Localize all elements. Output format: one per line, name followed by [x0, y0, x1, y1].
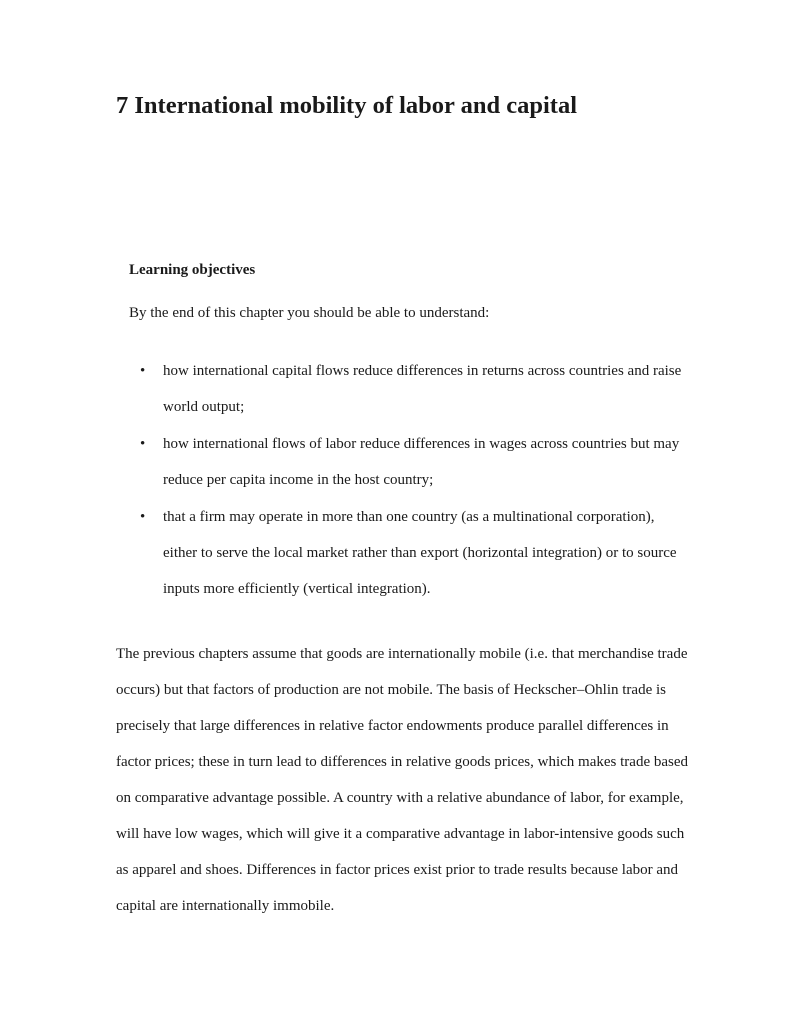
chapter-title: 7 International mobility of labor and capital: [116, 92, 578, 119]
body-paragraph: The previous chapters assume that goods are internationally mobile (i.e. that merchandise trade occurs) but that factors of production are not mobile. The basis of Heckscher–Ohlin trade is precisely that large differences in relative factor endowments produce parallel differences in factor prices; these in turn lead to differences in relative goods prices, which makes trade based on comparative advantage possible. A country with a relative abundance of labor, for example, will have low wages, which will give it a comparative advantage in labor-intensive goods such as apparel and shoes. Differences in factor prices exist prior to trade results because labor and capital are internationally immobile.: [116, 646, 689, 914]
objective-item: [0, 499, 683, 607]
objective-text: that a firm may operate in more than one country (as a multinational corporation), either to serve the local market rather than export (horizontal integration) or to source inputs more efficiently (vertical integration).: [163, 509, 677, 597]
learning-objectives-list: [0, 353, 791, 608]
bullet-icon: •: [140, 509, 146, 525]
objective-text: how international flows of labor reduce differences in wages across countries but may reduce per capita income in the host country;: [163, 436, 680, 488]
objective-item: [0, 353, 683, 425]
objective-item: [0, 426, 683, 498]
learning-objectives-intro: By the end of this chapter you should be able to understand:: [129, 305, 490, 321]
bullet-icon: •: [140, 363, 146, 379]
objective-text: how international capital flows reduce differences in returns across countries and raise world output;: [163, 363, 682, 415]
learning-objectives-heading: Learning objectives: [129, 262, 256, 278]
bullet-icon: •: [140, 436, 146, 452]
